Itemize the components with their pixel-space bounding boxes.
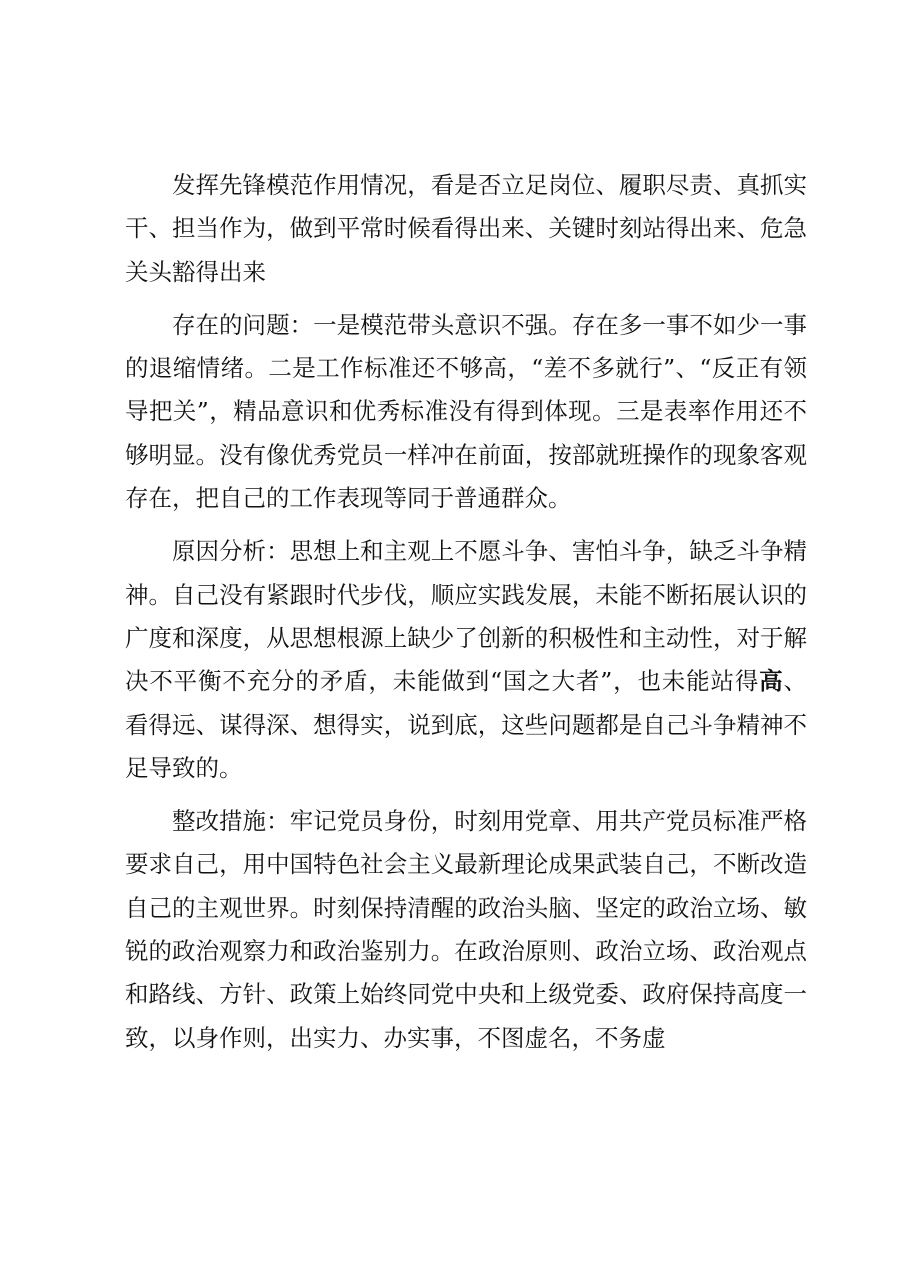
paragraph-rectification-measures: 整改措施：牢记党员身份，时刻用党章、用共产党员标准严格要求自己，用中国特色社会主义最新理论成果武装自己，不断改造自己的主观世界。时刻保持清醒的政治头脑、坚定的政治立场、敏锐的政治观察力和政治鉴别力。在政治原则、政治立场、政治观点和路线、方针、政策上始终同党中央和上级党委、政府保持高度一致，以身作则，出实力、办实事，不图虚名，不务虚 [125, 807, 807, 1052]
paragraph-cause-analysis [125, 530, 807, 790]
cause-analysis-text-after: 、看得远、谋得深、想得实，说到底，这些问题都是自己斗争精神不足导致的。 [125, 667, 808, 782]
cause-analysis-text-before: 原因分析：思想上和主观上不愿斗争、害怕斗争，缺乏斗争精神。自己没有紧跟时代步伐，顺应实践发展，未能不断拓展认识的广度和深度，从思想根源上缺少了创新的积极性和主动性，对于解决不平衡不充分的矛盾，未能做到“国之大者”，也未能站得 [125, 537, 807, 696]
cause-analysis-emphasis-char: 高 [759, 667, 784, 696]
paragraph-vanguard-role: 发挥先锋模范作用情况，看是否立足岗位、履职尽责、真抓实干、担当作为，做到平常时候看得出来、关键时刻站得出来、危急关头豁得出来 [125, 171, 807, 286]
document-body [125, 164, 807, 1060]
paragraph-existing-problems: 存在的问题：一是模范带头意识不强。存在多一事不如少一事的退缩情绪。二是工作标准还不够高，“差不多就行”、“反正有领导把关”，精品意识和优秀标准没有得到体现。三是表率作用还不够明显。没有像优秀党员一样冲在前面，按部就班操作的现象客观存在，把自己的工作表现等同于普通群众。 [125, 310, 807, 513]
